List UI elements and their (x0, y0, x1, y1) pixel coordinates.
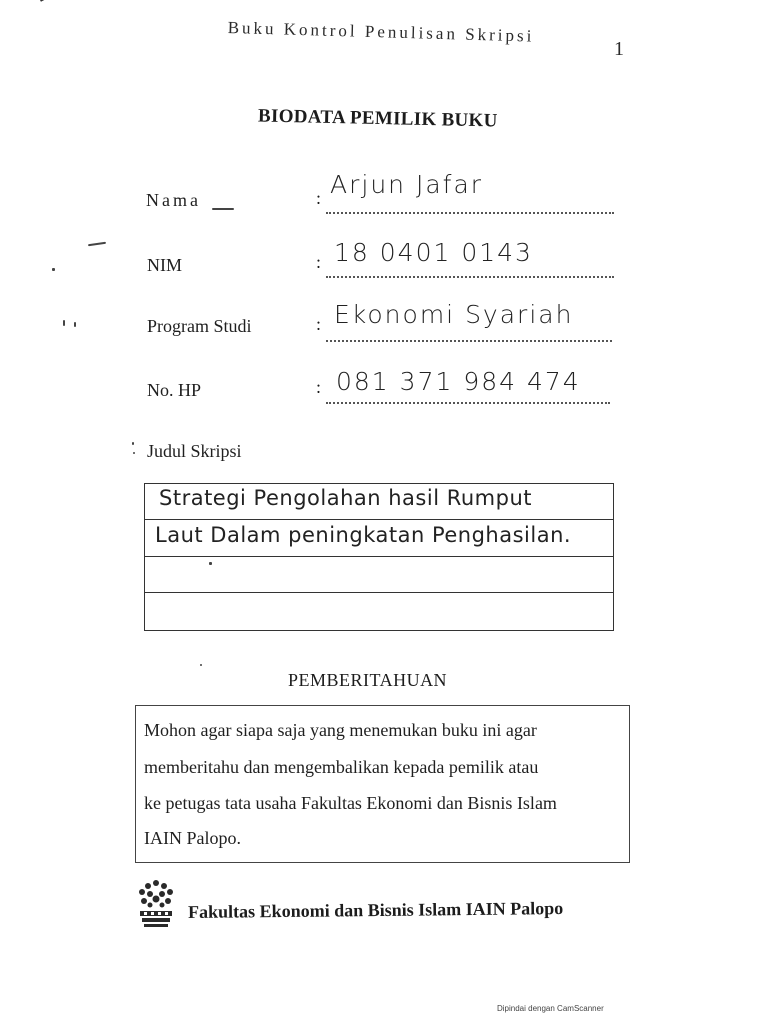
notice-line-3: ke petugas tata usaha Fakultas Ekonomi dan Bisnis Islam (144, 793, 557, 813)
scan-speck (63, 320, 65, 326)
camscanner-watermark: Dipindai dengan CamScanner (497, 1004, 604, 1013)
notice-line-2: memberitahu dan mengembalikan kepada pemilik atau (144, 757, 539, 777)
nim-value: 18 0401 0143 (334, 238, 533, 267)
footer-institution-name: Fakultas Ekonomi dan Bisnis Islam IAIN Palopo (188, 898, 564, 922)
program-studi-label: Program Studi (147, 316, 252, 336)
notice-line-4: IAIN Palopo. (144, 828, 241, 848)
phone-value: 081 371 984 474 (336, 367, 581, 396)
program-studi-value: Ekonomi Syariah (334, 300, 574, 329)
scan-speck (133, 452, 135, 454)
notice-box (135, 705, 630, 863)
scan-speck (212, 208, 234, 210)
thesis-row-divider (145, 556, 613, 557)
name-colon: : (316, 188, 322, 208)
scan-speck (52, 268, 55, 271)
phone-label: No. HP (147, 380, 202, 400)
notice-heading: PEMBERITAHUAN (288, 670, 448, 690)
thesis-row-divider (145, 592, 613, 593)
scan-speck (200, 664, 202, 666)
page-number: 1 (614, 38, 624, 60)
nim-colon: : (316, 252, 322, 272)
scan-speck (88, 242, 106, 246)
book-header-title: Buku Kontrol Penulisan Skripsi (227, 18, 535, 46)
name-value: Arjun Jafar (330, 170, 484, 199)
thesis-title-line-2: Laut Dalam peningkatan Penghasilan. (155, 523, 572, 547)
scan-speck (74, 322, 76, 327)
thesis-row-divider (145, 519, 613, 520)
iain-palopo-logo-icon (130, 877, 182, 929)
name-label: Nama (146, 190, 201, 210)
phone-colon: : (316, 377, 322, 397)
corner-pen-mark (40, 0, 71, 2)
thesis-title-box (144, 483, 614, 631)
thesis-title-label: Judul Skripsi (147, 441, 242, 461)
nim-dotted-line (326, 276, 614, 278)
name-dotted-line (326, 212, 614, 214)
nim-label: NIM (147, 255, 182, 275)
phone-dotted-line (326, 402, 610, 404)
biodata-heading: BIODATA PEMILIK BUKU (257, 105, 498, 132)
program-studi-dotted-line (326, 340, 612, 342)
thesis-title-line-1: Strategi Pengolahan hasil Rumput (159, 486, 532, 510)
program-studi-colon: : (316, 314, 322, 334)
scan-speck (132, 442, 134, 445)
notice-line-1: Mohon agar siapa saja yang menemukan buku ini agar (144, 720, 537, 740)
scan-speck (209, 562, 212, 565)
